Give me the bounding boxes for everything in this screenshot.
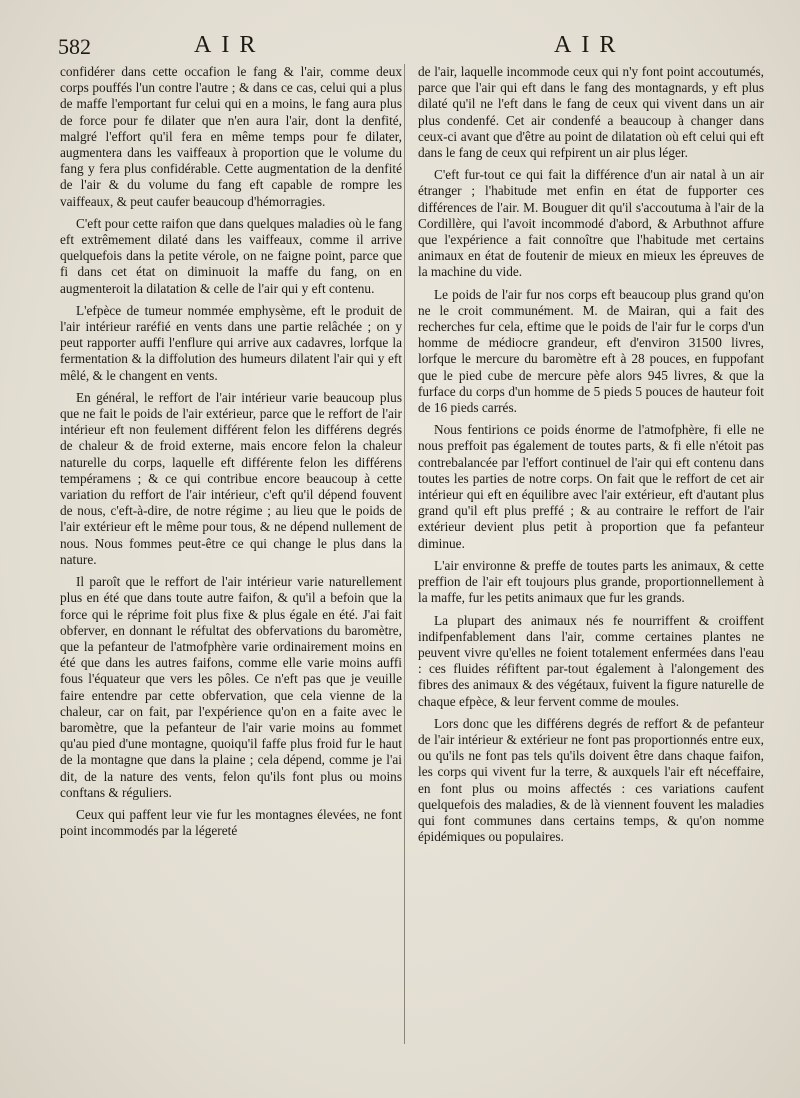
left-column [60, 64, 402, 845]
paragraph: L'efpèce de tumeur nommée emphysème, eft le produit de l'air intérieur raréfié en vents dans une partie relâchée ; on y peut rapporter auffi l'enflure qui arrive aux cadavres, lorfque la fermentation & la diffolution des humeurs dilatent l'air qui y eft mêlé, & le changent en vents. [60, 302, 402, 383]
page-number: 582 [58, 34, 91, 59]
paragraph: Lors donc que les différens degrés de reffort & de pefanteur de l'air intérieur & extérieur ne font pas proportionnés entre eux, ou qu'ils ne font pas tels qu'ils doivent être dans chaque faifon, les corps qui vivent fur la terre, & auxquels l'air eft néceffaire, en font plus ou moins affectés : ces variations caufent quelquefois des maladies, & de là viennent fouvent les maladies qui font communes dans certains temps, & qu'on nomme épidémiques ou populaires. [418, 715, 764, 845]
paragraph: Le poids de l'air fur nos corps eft beaucoup plus grand qu'on ne le croit communément. M. de Mairan, qui a fait des recherches fur cela, eftime que le poids de l'air fur le corps d'un homme de médiocre grandeur, eft d'environ 31500 livres, lorfque le mercure du baromètre eft à 28 pouces, en fuppofant que le pied cube de mercure pèfe alors 945 livres, & que la furface du corps d'un homme de 5 pieds 5 pouces de hauteur foit de 16 pieds carrés. [418, 286, 764, 416]
paragraph: C'eft pour cette raifon que dans quelques maladies où le fang eft extrêmement dilaté dans les vaiffeaux, comme il arrive quelquefois dans la petite vérole, on ne faigne point, parce que fi dans cet état on diminuoit la maffe du fang, on en augmenteroit la dilatation & celle de l'air qui y eft contenu. [60, 215, 402, 296]
page-header [44, 28, 760, 64]
paragraph: Ceux qui paffent leur vie fur les montagnes élevées, ne font point incommodés par la légereté [60, 806, 402, 839]
right-column [418, 64, 764, 851]
paragraph: La plupart des animaux nés fe nourriffent & croiffent indifpenfablement dans l'air, comme certaines plantes ne peuvent vivre qu'elles ne foient totalement enfermées dans l'eau : ces fluides réfiftent par-tout également à l'alongement des fibres des animaux & des végétaux, fuivent la figure naturelle de chaque efpèce, & leur fervent comme de moules. [418, 612, 764, 709]
paragraph: Nous fentirions ce poids énorme de l'atmofphère, fi elle ne nous preffoit pas également de toutes parts, & fi elle n'étoit pas contrebalancée par l'effort continuel de l'air qui eft contenu dans toutes les parties de notre corps. On fait que le reffort de cet air intérieur qui eft en équilibre avec l'air extérieur, eft d'autant plus grand qu'il eft plus preffé ; & au contraire le reffort de l'air extérieur devient plus petit à proportion que fa pefanteur diminue. [418, 422, 764, 551]
paragraph: confidérer dans cette occafion le fang & l'air, comme deux corps pouffés l'un contre l'autre ; & dans ce cas, celui qui a plus de maffe l'emportant fur celui qui en a moins, le fang aura plus de force pour fe dilater que n'en aura l'air, dont la denfité, malgré l'effort qu'il fera en même temps pour fe dilater, augmentera dans les vaiffeaux à proportion que le volume du fang y fera plus confidérable. Cette augmentation de la denfité de l'air & du volume du fang eft capable de rompre les vaiffeaux, & peut caufer beaucoup d'hémorragies. [60, 64, 402, 209]
running-head-right: AIR [554, 32, 626, 58]
paragraph: L'air environne & preffe de toutes parts les animaux, & cette preffion de l'air eft toujours plus grande, proportionnellement à la maffe, fur les petits animaux que fur les grands. [418, 557, 764, 606]
paragraph: de l'air, laquelle incommode ceux qui n'y font point accoutumés, parce que l'air qui eft dans le fang des montagnards, y eft plus dilaté qu'il ne l'eft dans le fang de ceux qui vivent dans un air plus condenfé. Cet air condenfé a beaucoup à changer dans ceux-ci avant que d'être au point de dilatation où eft celui qui eft dans le fang de ceux qui refpirent un air plus léger. [418, 64, 764, 161]
text-columns [44, 64, 764, 1084]
paragraph: C'eft fur-tout ce qui fait la différence d'un air natal à un air étranger ; l'habitude met enfin en état de fupporter ces différences de l'air. M. Bouguer dit qu'il s'accoutuma à l'air de la Cordillère, qui l'avoit incommodé d'abord, & Arbuthnot affure que l'expérience a fait connoître que l'habitude met certains animaux en état de foutenir de mieux en mieux les épreuves de la machine du vide. [418, 167, 764, 280]
paragraph: En général, le reffort de l'air intérieur varie beaucoup plus que ne fait le poids de l'air extérieur, parce que le reffort de l'air intérieur eft non feulement différent felon les différens degrés de chaleur & de froid externe, mais encore felon la chaleur naturelle du corps, laquelle eft différente felon les différens tempéramens ; & ce qui contribue encore beaucoup à cette variation du reffort de l'air intérieur, c'eft qu'il dépend fouvent de nous, c'eft-à-dire, de notre régime ; au lieu que le poids de l'air extérieur eft le même pour tous, & ne dépend nullement de nous. Nous fommes peut-être ce qui change le plus dans la nature. [60, 389, 402, 567]
column-divider [404, 64, 405, 1044]
paragraph: Il paroît que le reffort de l'air intérieur varie naturellement plus en été que dans toute autre faifon, & qu'il a befoin que la force qui le réprime foit plus fixe & plus égale en été. J'ai fait obferver, en donnant le réfultat des obfervations du baromètre, que la pefanteur de l'atmofphère varie ordinairement moins en été que dans les autres faifons, comme elle varie moins auffi fous l'équateur que vers les pôles. Ce n'eft pas que je veuille faire entendre par cette obfervation, que cela vienne de la chaleur, car on fait, par l'expérience qu'on en a faite avec le baromètre, que la pefanteur de l'air varie moins au fommet qu'au pied d'une montagne, quoiqu'il faffe plus froid fur le haut de la montagne que dans la plaine ; cela dépend, comme je l'ai dit, de la nature des vents, felon qu'ils font plus ou moins conftans & réguliers. [60, 574, 402, 800]
running-head-left: AIR [194, 32, 266, 58]
